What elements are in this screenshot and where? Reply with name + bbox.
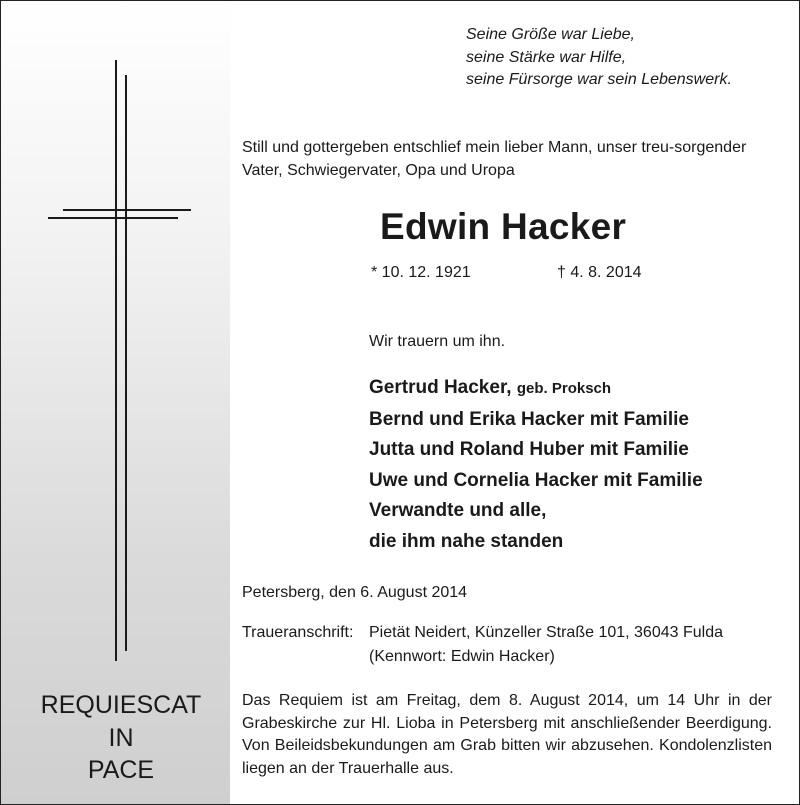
intro-text: Still und gottergeben entschlief mein lieber Mann, unser treu-sorgender Vater, Schwiegervater, Opa und Uropa	[242, 139, 747, 179]
address-line-2: (Kennwort: Edwin Hacker)	[369, 648, 555, 665]
requiescat-line-3: PACE	[87, 756, 155, 784]
family-member: Verwandte und alle,	[369, 500, 547, 521]
cross-icon-vertical-inner	[125, 75, 127, 651]
deceased-name: Edwin Hacker	[380, 206, 627, 247]
requiescat-line-1: REQUIESCAT	[40, 691, 202, 719]
family-member: Bernd und Erika Hacker mit Familie	[369, 408, 689, 430]
family-member	[369, 373, 703, 405]
address-label: Traueranschrift:	[242, 624, 354, 641]
mourning-line: Wir trauern um ihn.	[369, 333, 506, 350]
cross-icon-horizontal-inner	[48, 217, 178, 219]
quote-line: Seine Größe war Liebe,	[466, 26, 635, 43]
quote-line: seine Stärke war Hilfe,	[466, 48, 627, 66]
quote-line: seine Fürsorge war sein Lebenswerk.	[466, 71, 732, 88]
death-date: † 4. 8. 2014	[557, 264, 642, 281]
requiescat-line-2: IN	[108, 724, 134, 752]
family-member-nee: geb. Proksch	[516, 380, 612, 397]
family-member: die ihm nahe standen	[369, 530, 564, 552]
cross-icon-vertical	[115, 60, 117, 661]
family-list	[369, 373, 703, 557]
birth-date: * 10. 12. 1921	[371, 264, 471, 281]
cross-icon-horizontal	[63, 209, 191, 211]
service-notice: Das Requiem ist am Freitag, dem 8. August 2014, um 14 Uhr in der Grabeskirche zur Hl. Lioba in Petersberg mit anschließender Beerdigung. Von Beileidsbekundungen am Grab bitten wir abzusehen. Kondolenzlisten liegen an der Trauerhalle aus.	[242, 692, 772, 777]
family-member-name: Gertrud Hacker,	[369, 377, 512, 398]
memorial-quote	[466, 24, 732, 92]
place-date: Petersberg, den 6. August 2014	[242, 584, 468, 601]
family-member: Uwe und Cornelia Hacker mit Familie	[369, 469, 703, 491]
family-member: Jutta und Roland Huber mit Familie	[369, 439, 689, 460]
sidebar	[1, 1, 230, 804]
address-line-1: Pietät Neidert, Künzeller Straße 101, 36043 Fulda	[369, 624, 723, 641]
